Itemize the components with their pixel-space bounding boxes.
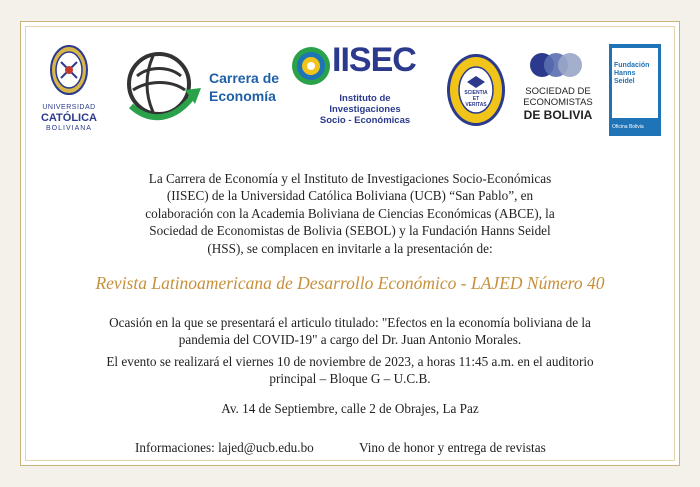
intro-line-5: (HSS), se complacen en invitarle a la presentación de: [207, 240, 493, 256]
iisec-line2: Investigaciones [329, 104, 401, 115]
event-line-1: El evento se realizará el viernes 10 de noviembre de 2023, a horas 11:45 a.m. en el auditorio [106, 354, 594, 369]
iisec-logo [290, 41, 440, 127]
hss-line1: Fundación [614, 62, 650, 69]
sebol-circles-icon [518, 50, 598, 82]
hss-foot: Oficina Bolivia [612, 124, 644, 130]
iisec-name: IISEC [332, 41, 416, 79]
intro-paragraph [40, 170, 660, 257]
abce-center1: SCIENTIA [464, 90, 488, 96]
intro-line-4: Sociedad de Economistas de Bolivia (SEBOL) y la Fundación Hanns Seidel [149, 223, 551, 239]
ucb-line2: CATÓLICA [40, 112, 97, 124]
sebol-logo [518, 50, 598, 128]
ucb-line3: BOLIVIANA [46, 125, 92, 132]
iisec-swirl-icon [290, 45, 332, 87]
globe-arrow-icon [123, 50, 203, 125]
sebol-line2: ECONOMISTAS [523, 97, 593, 108]
carrera-line1: Carrera de [209, 70, 280, 86]
occasion-paragraph [40, 314, 660, 349]
abce-logo [445, 52, 507, 128]
info-email-link[interactable]: Informaciones: lajed@ucb.edu.bo [135, 440, 314, 455]
footer-info [135, 440, 314, 456]
intro-line-2: (IISEC) de la Universidad Católica Boliviana (UCB) “San Pablo”, en [166, 188, 534, 204]
event-line-2: principal – Bloque G – U.C.B. [269, 371, 431, 387]
event-paragraph [40, 353, 660, 388]
ucb-seal-icon [36, 42, 102, 104]
carrera-line2: Economía [209, 88, 276, 104]
occasion-line-1: Ocasión en la que se presentará el articulo titulado: "Efectos en la economía boliviana de la [109, 315, 591, 330]
sebol-line3: DE BOLIVIA [523, 108, 593, 122]
hss-logo [609, 44, 661, 136]
sebol-line1: SOCIEDAD DE [525, 86, 591, 97]
intro-line-3: colaboración con la Academia Boliviana de Ciencias Económicas (ABCE), la [145, 205, 555, 221]
hss-line3: Seidel [614, 78, 635, 85]
footer-extra: Vino de honor y entrega de revistas [359, 440, 546, 455]
abce-center3: VERITAS [465, 102, 487, 108]
ucb-logo [36, 42, 102, 138]
occasion-line-2: pandemia del COVID-19" a cargo del Dr. Juan Antonio Morales. [178, 332, 522, 348]
address: Av. 14 de Septiembre, calle 2 de Obrajes, La Paz [221, 401, 479, 416]
carrera-economia-logo [123, 50, 278, 125]
abce-center2: ET [472, 96, 480, 102]
intro-line-1: La Carrera de Economía y el Instituto de Investigaciones Socio-Económicas [148, 171, 552, 186]
ucb-line1: UNIVERSIDAD [42, 104, 96, 111]
event-title: Revista Latinoamericana de Desarrollo Económico - LAJED Número 40 [95, 273, 605, 293]
hss-line2: Hanns [614, 70, 636, 77]
iisec-line1: Instituto de [339, 93, 391, 104]
iisec-line3: Socio - Económicas [319, 115, 411, 126]
